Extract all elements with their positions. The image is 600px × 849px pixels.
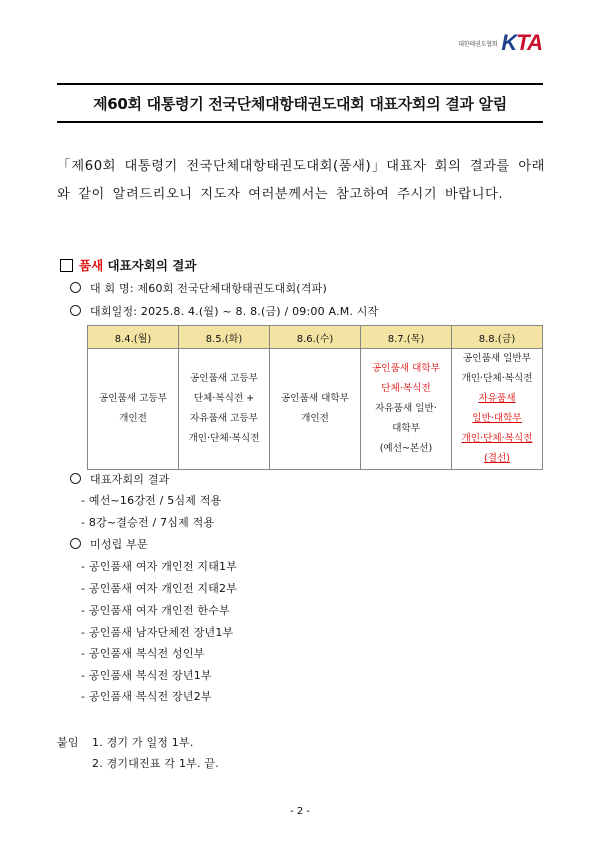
- schedule-header-cell: 8.4.(월): [88, 326, 179, 349]
- section-heading: [60, 256, 196, 274]
- unestablished-item: - 공인품새 복식전 장년1부: [81, 669, 212, 682]
- schedule-header-cell: 8.6.(수): [270, 326, 361, 349]
- results-item: - 예선~16강전 / 5심제 적용: [81, 494, 222, 507]
- schedule-cell-aug8: 공인품새 일반부 개인·단체·복식전 자유품새 일반·대학부 개인·단체·복식전 (결선): [452, 349, 543, 470]
- square-bullet-icon: [60, 259, 73, 272]
- results-heading: 대표자회의 결과: [70, 471, 169, 487]
- section-heading-text: 대표자회의 결과: [107, 258, 197, 273]
- kta-logo-mark: KTA: [501, 30, 542, 55]
- schedule-table: [87, 325, 543, 470]
- intro-paragraph: 「제60회 대통령기 전국단체대항태권도대회(품새)」대표자 회의 결과를 아래와 같이 알려드리오니 지도자 여러분께서는 참고하여 주시기 바랍니다.: [57, 159, 545, 202]
- document-title: 제60회 대통령기 전국단체대항태권도대회 대표자회의 결과 알림: [93, 94, 507, 113]
- unestablished-item: - 공인품새 여자 개인전 지태2부: [81, 582, 238, 595]
- section-heading-red: 품새: [79, 258, 104, 273]
- unestablished-item: - 공인품새 여자 개인전 한수부: [81, 604, 230, 617]
- unestablished-item: - 공인품새 남자단체전 장년1부: [81, 626, 234, 639]
- results-item: - 8강~결승전 / 7심제 적용: [81, 516, 215, 529]
- circle-bullet-icon: [70, 305, 81, 316]
- unestablished-item: - 공인품새 복식전 성인부: [81, 647, 205, 660]
- attachment-item: 2. 경기대진표 각 1부. 끝.: [92, 757, 219, 770]
- schedule-header-cell: 8.8.(금): [452, 326, 543, 349]
- unestablished-heading: 미성립 부문: [70, 536, 148, 552]
- org-name: 대한태권도협회: [458, 40, 498, 48]
- attachment-label: 붙임: [57, 736, 79, 749]
- schedule-header-cell: 8.7.(목): [361, 326, 452, 349]
- document-title-box: [57, 83, 543, 123]
- unestablished-item: - 공인품새 여자 개인전 지태1부: [81, 560, 238, 573]
- kta-logo: [458, 30, 542, 56]
- event-dates-line: 대회일정: 2025.8. 4.(월) ~ 8. 8.(금) / 09:00 A.M. 시작: [70, 303, 378, 319]
- schedule-cell-aug7: 공인품새 대학부 단체·복식전 자유품새 일반· 대학부 (예선~본선): [361, 349, 452, 470]
- schedule-header-row: [88, 326, 543, 349]
- circle-bullet-icon: [70, 473, 81, 484]
- schedule-cell-aug5: 공인품새 고등부 단체·복식전 + 자유품새 고등부 개인·단체·복식전: [179, 349, 270, 470]
- unestablished-item: - 공인품새 복식전 장년2부: [81, 690, 212, 703]
- circle-bullet-icon: [70, 538, 81, 549]
- schedule-cell-aug4: 공인품새 고등부 개인전: [88, 349, 179, 470]
- attachment-item: 1. 경기 가 일정 1부.: [92, 736, 194, 749]
- schedule-cell-aug6: 공인품새 대학부 개인전: [270, 349, 361, 470]
- schedule-header-cell: 8.5.(화): [179, 326, 270, 349]
- circle-bullet-icon: [70, 282, 81, 293]
- page-number: - 2 -: [290, 806, 310, 817]
- event-name-line: 대 회 명: 제60회 전국단체대항태권도대회(격파): [70, 280, 327, 296]
- schedule-body-row: [88, 349, 543, 470]
